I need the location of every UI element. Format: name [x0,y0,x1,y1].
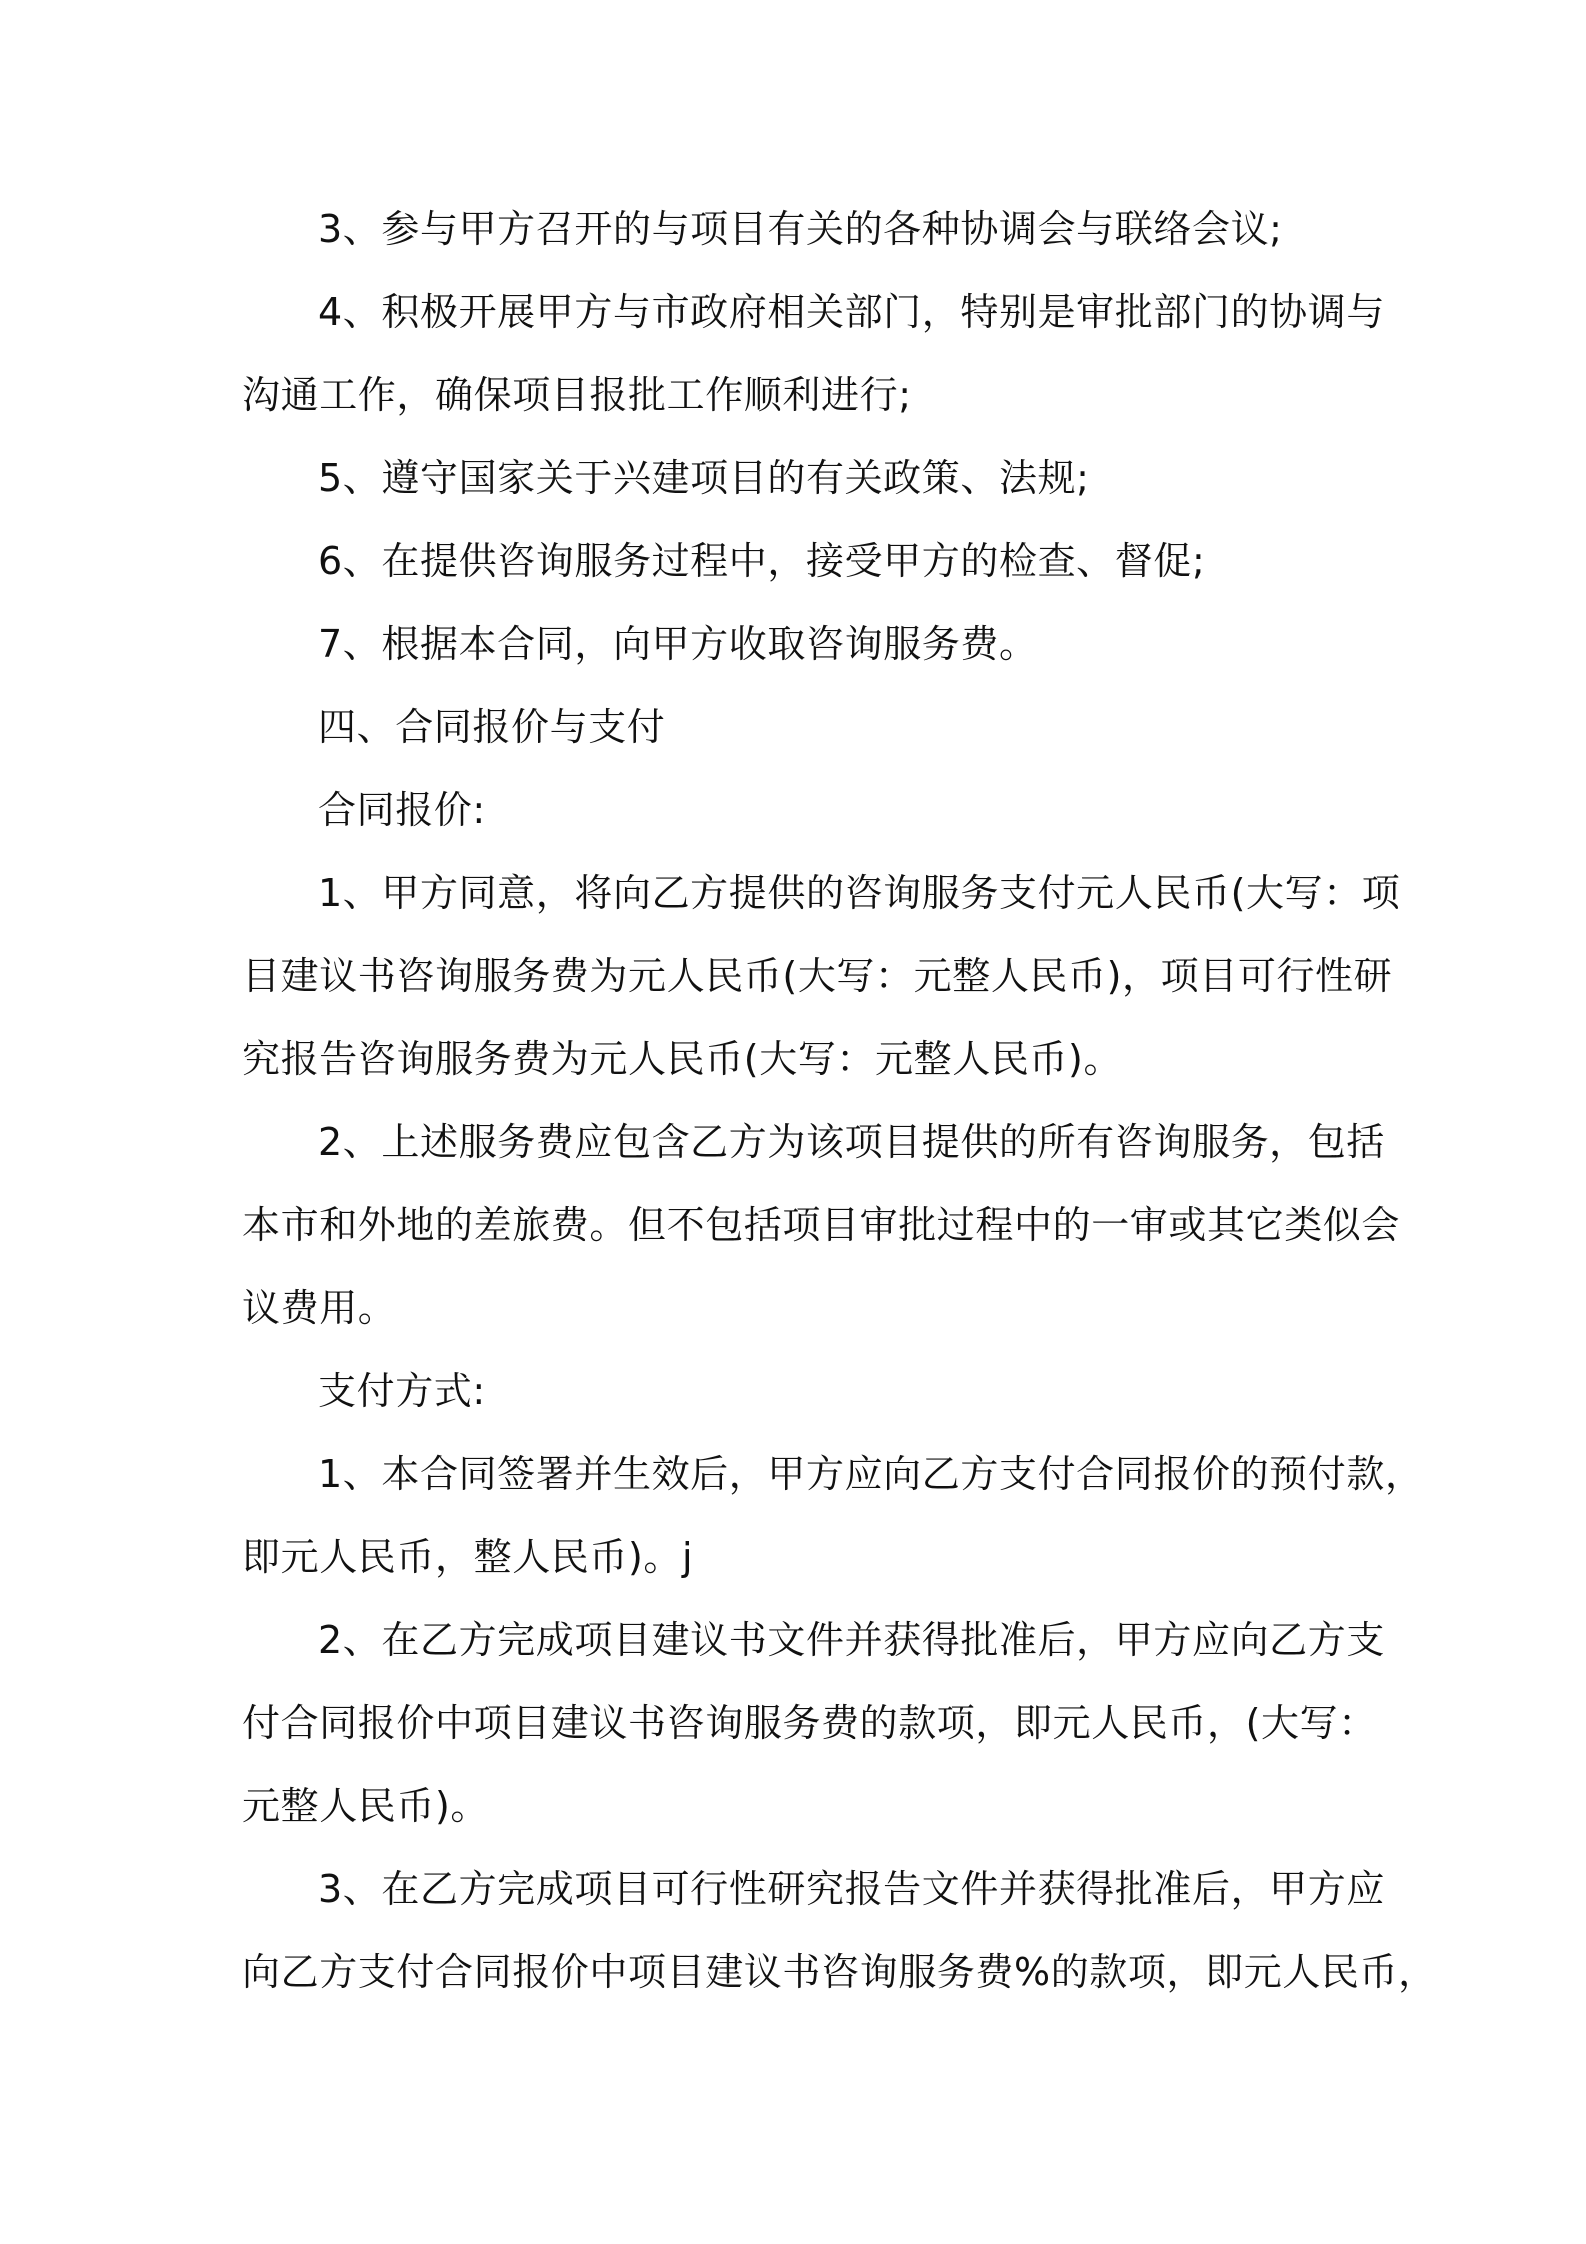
text-line: 本市和外地的差旅费。但不包括项目审批过程中的一审或其它类似会 [242,1203,1401,1247]
text-line: 1、本合同签署并生效后，甲方应向乙方支付合同报价的预付款， [318,1452,1424,1496]
section-heading: 四、合同报价与支付 [318,705,666,749]
text-line: 5、遵守国家关于兴建项目的有关政策、法规; [318,456,1090,500]
text-line: 付合同报价中项目建议书咨询服务费的款项，即元人民币，(大写： [242,1701,1377,1745]
text-line: 议费用。 [242,1286,397,1330]
text-line: 元整人民币)。 [242,1784,490,1828]
text-line: 3、参与甲方召开的与项目有关的各种协调会与联络会议; [318,207,1283,251]
text-line: 3、在乙方完成项目可行性研究报告文件并获得批准后，甲方应 [318,1867,1385,1911]
text-line: 2、在乙方完成项目建议书文件并获得批准后，甲方应向乙方支 [318,1618,1385,1662]
text-line: 6、在提供咨询服务过程中，接受甲方的检查、督促; [318,539,1206,583]
subheading: 支付方式: [318,1369,486,1413]
text-line: 1、甲方同意，将向乙方提供的咨询服务支付元人民币(大写：项 [318,871,1401,915]
text-line: 7、根据本合同，向甲方收取咨询服务费。 [318,622,1038,666]
text-line: 4、积极开展甲方与市政府相关部门，特别是审批部门的协调与 [318,290,1385,334]
subheading: 合同报价: [318,788,486,832]
text-line: 目建议书咨询服务费为元人民币(大写：元整人民币)，项目可行性研 [242,954,1393,998]
text-line: 沟通工作，确保项目报批工作顺利进行; [242,373,912,417]
text-line: 2、上述服务费应包含乙方为该项目提供的所有咨询服务，包括 [318,1120,1385,1164]
text-line: 向乙方支付合同报价中项目建议书咨询服务费%的款项，即元人民币， [242,1950,1437,1994]
text-line: 即元人民币，整人民币)。j [242,1535,694,1579]
text-line: 究报告咨询服务费为元人民币(大写：元整人民币)。 [242,1037,1123,1081]
